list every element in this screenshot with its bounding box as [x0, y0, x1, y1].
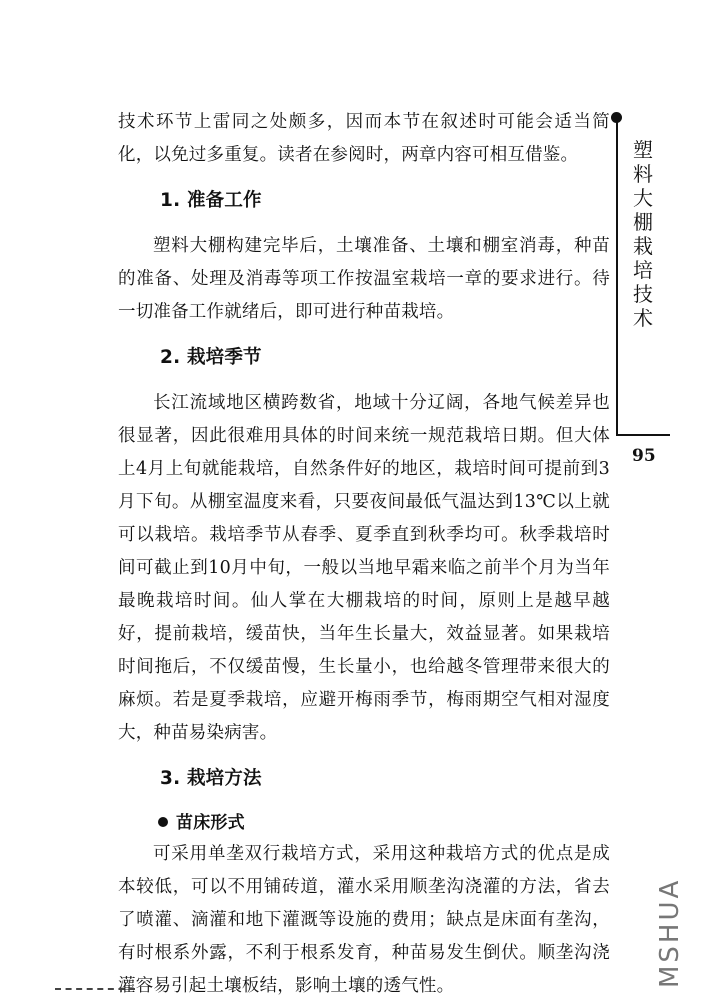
section-1-heading: 1. 准备工作: [160, 190, 262, 211]
text-column: [118, 106, 610, 1003]
section-3-heading: 3. 栽培方法: [160, 768, 262, 789]
section-2-paragraph: 长江流域地区横跨数省，地域十分辽阔，各地气候差异也很显著，因此很难用具体的时间来统一规范栽培日期。但大体上4月上旬就能栽培，自然条件好的地区，栽培时间可提前到3月下旬。从棚室温度来看，只要夜间最低气温达到13℃以上就可以栽培。栽培季节从春季、夏季直到秋季均可。秋季栽培时间可截止到10月中旬，一般以当地早霜来临之前半个月为当年最晚栽培时间。仙人掌在大棚栽培的时间，原则上是越早越好，提前栽培，缓苗快，当年生长量大，效益显著。如果栽培时间拖后，不仅缓苗慢，生长量小，也给越冬管理带来很大的麻烦。若是夏季栽培，应避开梅雨季节，梅雨期空气相对湿度大，种苗易染病害。: [118, 393, 610, 743]
running-title-char: 棚: [633, 210, 653, 234]
intro-paragraph: 技术环节上雷同之处颇多，因而本节在叙述时可能会适当简化，以免过多重复。读者在参阅时，两章内容可相互借鉴。: [118, 112, 610, 165]
scan-mark: [55, 988, 135, 996]
running-title-char: 料: [633, 162, 653, 186]
seedbed-subheading-text: 苗床形式: [176, 813, 245, 833]
seedbed-subheading: [158, 808, 610, 838]
section-3-paragraph: 可采用单垄双行栽培方式，采用这种栽培方式的优点是成本较低，可以不用铺砖道，灌水采用顺垄沟浇灌的方法，省去了喷灌、滴灌和地下灌溉等设施的费用；缺点是床面有垄沟，有时根系外露，不利于根系发育，种苗易发生倒伏。顺垄沟浇灌容易引起土壤板结，影响土壤的透气性。: [118, 844, 610, 996]
running-title-char: 培: [633, 258, 653, 282]
side-base-rule: [616, 434, 670, 436]
section-1-paragraph: 塑料大棚构建完毕后，土壤准备、土壤和棚室消毒，种苗的准备、处理及消毒等项工作按温室栽培一章的要求进行。待一切准备工作就绪后，即可进行种苗栽培。: [118, 236, 610, 322]
running-title-char: 栽: [633, 234, 653, 258]
watermark: MSHUA: [655, 877, 685, 988]
running-title-char: 技: [633, 282, 653, 306]
running-title-char: 塑: [633, 138, 653, 162]
running-title-char: 大: [633, 186, 653, 210]
bullet-icon: [158, 817, 168, 827]
running-title: [628, 138, 658, 330]
page-number: 95: [632, 446, 656, 466]
side-rule: [616, 120, 618, 435]
running-title-char: 术: [633, 306, 653, 330]
section-2-heading: 2. 栽培季节: [160, 347, 262, 368]
